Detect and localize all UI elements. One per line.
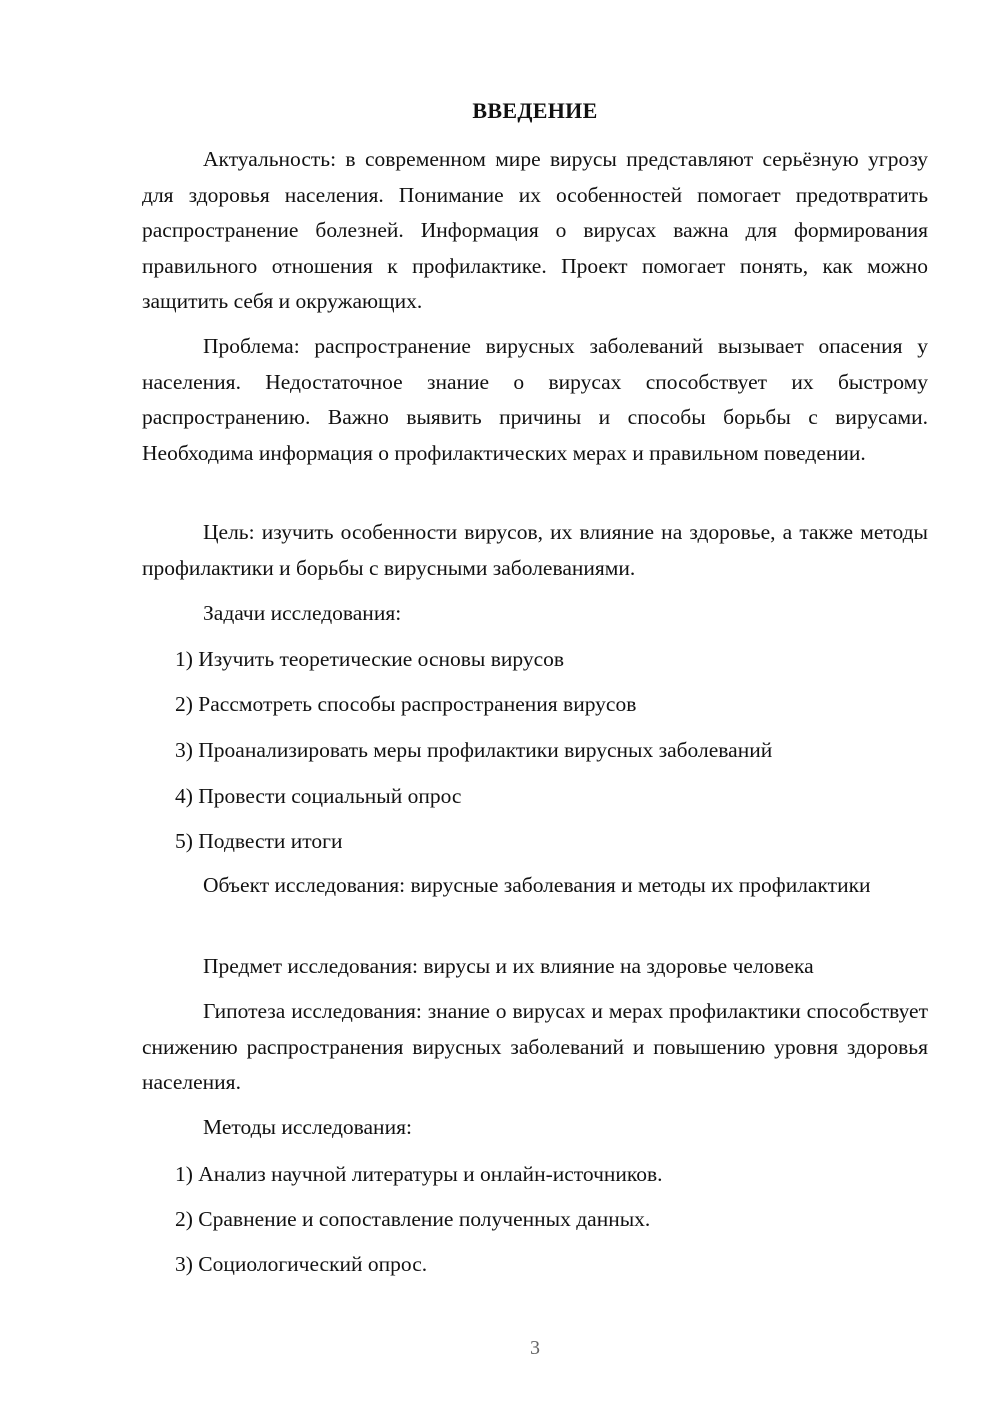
task-item: 3) Проанализировать меры профилактики вирусных заболеваний xyxy=(175,738,773,762)
goal-paragraph: Цель: изучить особенности вирусов, их влияние на здоровье, а также методы профилактики и борьбы с вирусными заболеваниями. xyxy=(142,520,928,580)
section-title: ВВЕДЕНИЕ xyxy=(472,98,598,123)
task-item: 2) Рассмотреть способы распространения вирусов xyxy=(175,692,637,716)
page-number: 3 xyxy=(530,1337,540,1359)
tasks-heading: Задачи исследования: xyxy=(203,601,402,625)
method-item: 1) Анализ научной литературы и онлайн-источников. xyxy=(175,1162,663,1186)
relevance-paragraph: Актуальность: в современном мире вирусы представляют серьёзную угрозу для здоровья населения. Понимание их особенностей помогает предотвратить распространение болезней. Информация о вирусах важна для формирования правильного отношения к профилактике. Проект помогает понять, как можно защитить себя и окружающих. xyxy=(142,147,928,313)
problem-paragraph: Проблема: распространение вирусных заболеваний вызывает опасения у населения. Недостаточное знание о вирусах способствует их быстрому распространению. Важно выявить причины и способы борьбы с вирусами. Необходима информация о профилактических мерах и правильном поведении. xyxy=(142,334,928,465)
method-item: 2) Сравнение и сопоставление полученных данных. xyxy=(175,1207,651,1231)
hypothesis-paragraph: Гипотеза исследования: знание о вирусах и мерах профилактики способствует снижению распространения вирусных заболеваний и повышению уровня здоровья населения. xyxy=(142,999,928,1094)
object-paragraph: Объект исследования: вирусные заболевания и методы их профилактики xyxy=(203,873,871,897)
task-item: 5) Подвести итоги xyxy=(175,829,343,853)
task-item: 1) Изучить теоретические основы вирусов xyxy=(175,647,565,671)
task-item: 4) Провести социальный опрос xyxy=(175,784,462,808)
methods-heading: Методы исследования: xyxy=(203,1115,412,1139)
method-item: 3) Социологический опрос. xyxy=(175,1252,428,1276)
subject-paragraph: Предмет исследования: вирусы и их влияние на здоровье человека xyxy=(203,954,814,978)
